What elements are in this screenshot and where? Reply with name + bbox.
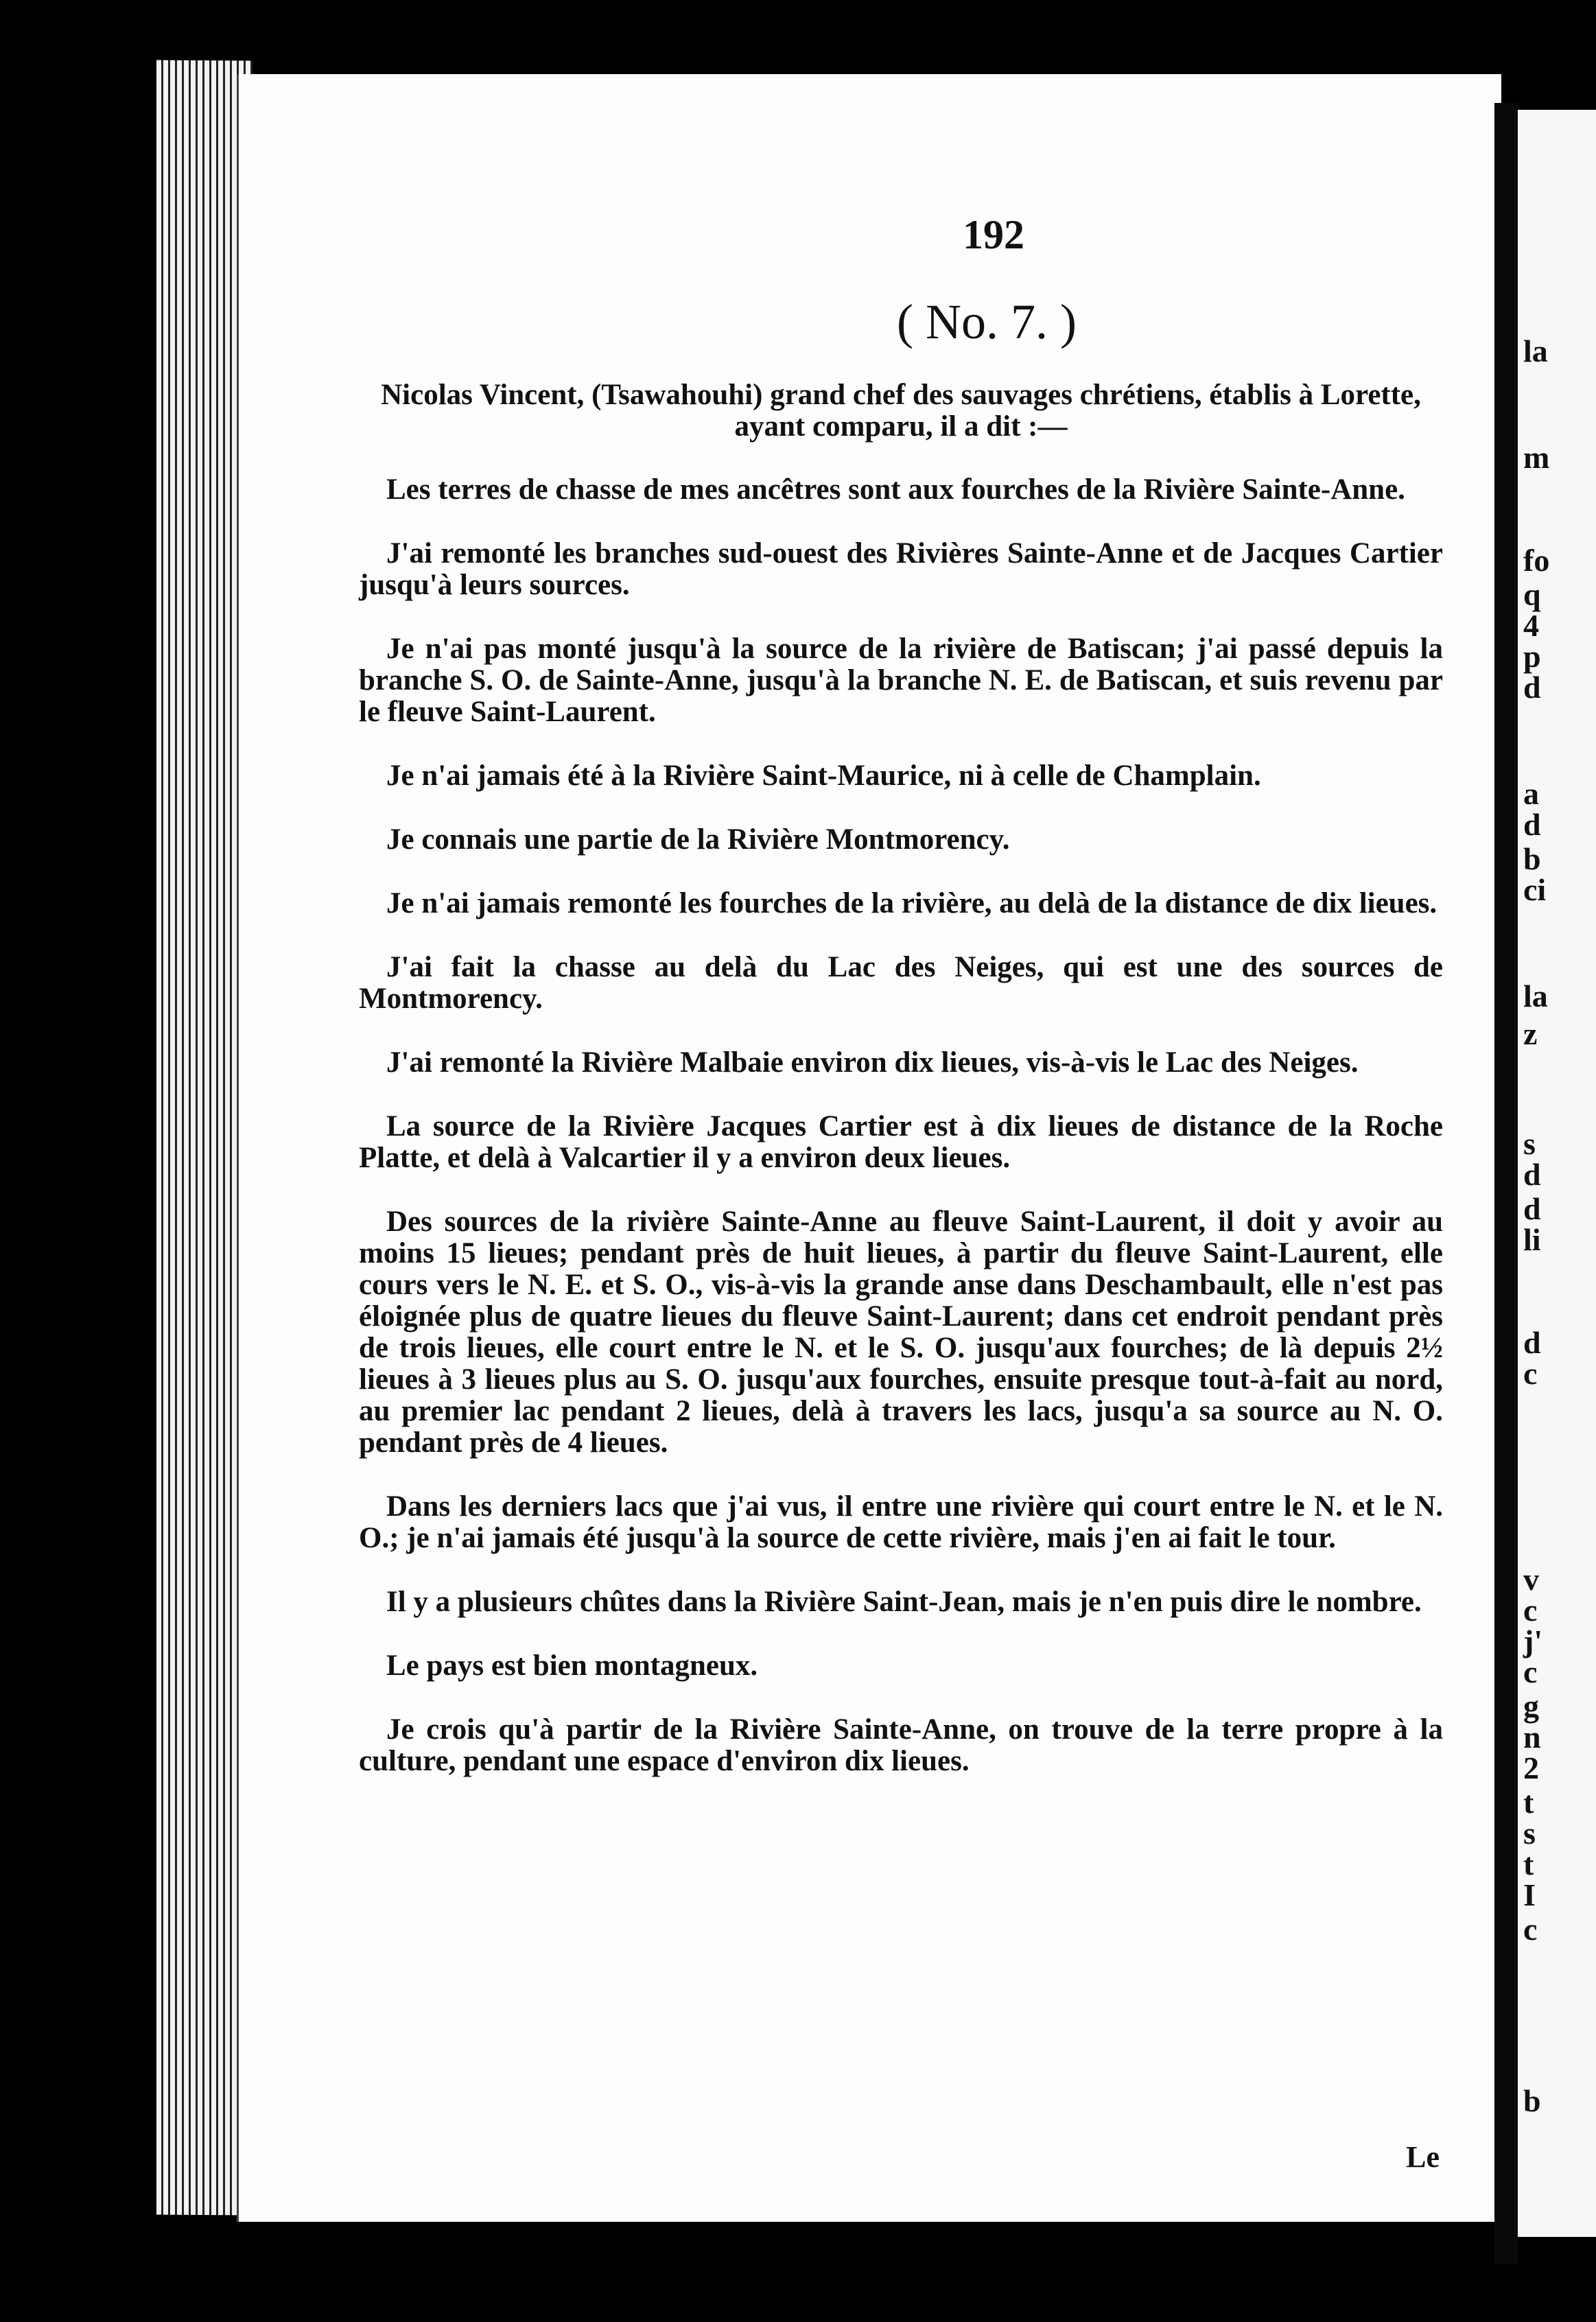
- fragment: q: [1523, 577, 1541, 612]
- fragment: c: [1523, 1912, 1538, 1947]
- fragment: s: [1523, 1816, 1536, 1851]
- fragment: d: [1523, 1325, 1541, 1360]
- paragraph-11: Dans les derniers lacs que j'ai vus, il entre une rivière qui court entre le N. et le N. O.; je n'ai jamais été jusqu'à la source de cette rivière, mais j'en ai fait le tour.: [359, 1490, 1443, 1554]
- fragment: m: [1523, 440, 1550, 475]
- fragment: I: [1523, 1877, 1536, 1912]
- paragraph-8: J'ai remonté la Rivière Malbaie environ dix lieues, vis-à-vis le Lac des Neiges.: [386, 1046, 1359, 1079]
- paragraph-6: Je n'ai jamais remonté les fourches de la rivière, au delà de la distance de dix lieues.: [386, 887, 1437, 919]
- paragraph-3: Je n'ai pas monté jusqu'à la source de la rivière de Batiscan; j'ai passé depuis la branche S. O. de Sainte-Anne, jusqu'à la branche N. E. de Batiscan, et suis revenu par le fleuve Saint-Laurent.: [359, 633, 1443, 728]
- fragment: g: [1523, 1689, 1539, 1724]
- body-text: [359, 379, 1443, 1809]
- fragment: c: [1523, 1593, 1538, 1628]
- fragment: fo: [1523, 543, 1550, 578]
- paragraph-13: Le pays est bien montagneux.: [386, 1650, 758, 1682]
- fragment: b: [1523, 841, 1541, 876]
- fragment: d: [1523, 670, 1541, 705]
- fragment: la: [1523, 978, 1548, 1013]
- fragment: li: [1523, 1222, 1541, 1257]
- paragraph-2: J'ai remonté les branches sud-ouest des Rivières Sainte-Anne et de Jacques Cartier jusqu'à leurs sources.: [359, 537, 1443, 601]
- paragraph-9: La source de la Rivière Jacques Cartier est à dix lieues de distance de la Roche Platte, et delà à Valcartier il y a environ deux lieues.: [359, 1110, 1443, 1174]
- intro-paragraph: Nicolas Vincent, (Tsawahouhi) grand chef des sauvages chrétiens, établis à Lorette, ayant comparu, il a dit :—: [381, 379, 1421, 443]
- document-number: ( No. 7. ): [897, 294, 1077, 349]
- fragment: a: [1523, 776, 1539, 811]
- fragment: d: [1523, 1157, 1541, 1192]
- paragraph-5: Je connais une partie de la Rivière Montmorency.: [386, 823, 1010, 856]
- page-number: 192: [963, 212, 1024, 257]
- catchword: Le: [1406, 2140, 1440, 2174]
- fragment: z: [1523, 1016, 1538, 1051]
- fragment: 4: [1523, 608, 1539, 643]
- fragment: ci: [1523, 872, 1547, 907]
- paragraph-14: Je crois qu'à partir de la Rivière Sainte-Anne, on trouve de la terre propre à la culture, pendant une espace d'environ dix lieues.: [359, 1713, 1443, 1777]
- fragment: p: [1523, 639, 1541, 674]
- fragment: d: [1523, 1191, 1541, 1226]
- fragment: t: [1523, 1785, 1534, 1820]
- fragment: 2: [1523, 1750, 1539, 1785]
- book-gutter: [1494, 103, 1518, 2264]
- book-page: [237, 74, 1501, 2222]
- fragment: v: [1523, 1562, 1539, 1597]
- fragment: la: [1523, 333, 1548, 368]
- fragment: j': [1523, 1623, 1543, 1658]
- fragment: t: [1523, 1846, 1534, 1881]
- fragment: c: [1523, 1356, 1538, 1391]
- fragment: d: [1523, 807, 1541, 842]
- paragraph-7: J'ai fait la chasse au delà du Lac des Neiges, qui est une des sources de Montmorency.: [359, 951, 1443, 1015]
- fragment: n: [1523, 1720, 1541, 1755]
- paragraph-10: Des sources de la rivière Sainte-Anne au fleuve Saint-Laurent, il doit y avoir au moins 15 lieues; pendant près de huit lieues, à partir du fleuve Saint-Laurent, elle cours vers le N. E. et S. O., vis-à-vis la grande anse dans Deschambault, elle n'est pas éloignée plus de quatre lieues du fleuve Saint-Laurent; dans cet endroit pendant près de trois lieues, elle court entre le N. et le S. O. jusqu'aux fourches; de là depuis 2½ lieues à 3 lieues plus au S. O. jusqu'aux fourches, ensuite presque tout-à-fait au nord, au premier lac pendant 2 lieues, delà à travers les lacs, jusqu'a sa source au N. O. pendant près de 4 lieues.: [359, 1206, 1443, 1459]
- adjacent-page-edge: [1518, 110, 1596, 2237]
- paragraph-12: Il y a plusieurs chûtes dans la Rivière Saint-Jean, mais je n'en puis dire le nombre.: [386, 1586, 1422, 1618]
- paragraph-4: Je n'ai jamais été à la Rivière Saint-Maurice, ni à celle de Champlain.: [386, 760, 1261, 792]
- paragraph-1: Les terres de chasse de mes ancêtres sont aux fourches de la Rivière Sainte-Anne.: [386, 473, 1405, 506]
- fragment: c: [1523, 1654, 1538, 1689]
- fragment: b: [1523, 2083, 1541, 2118]
- fragment: s: [1523, 1126, 1536, 1161]
